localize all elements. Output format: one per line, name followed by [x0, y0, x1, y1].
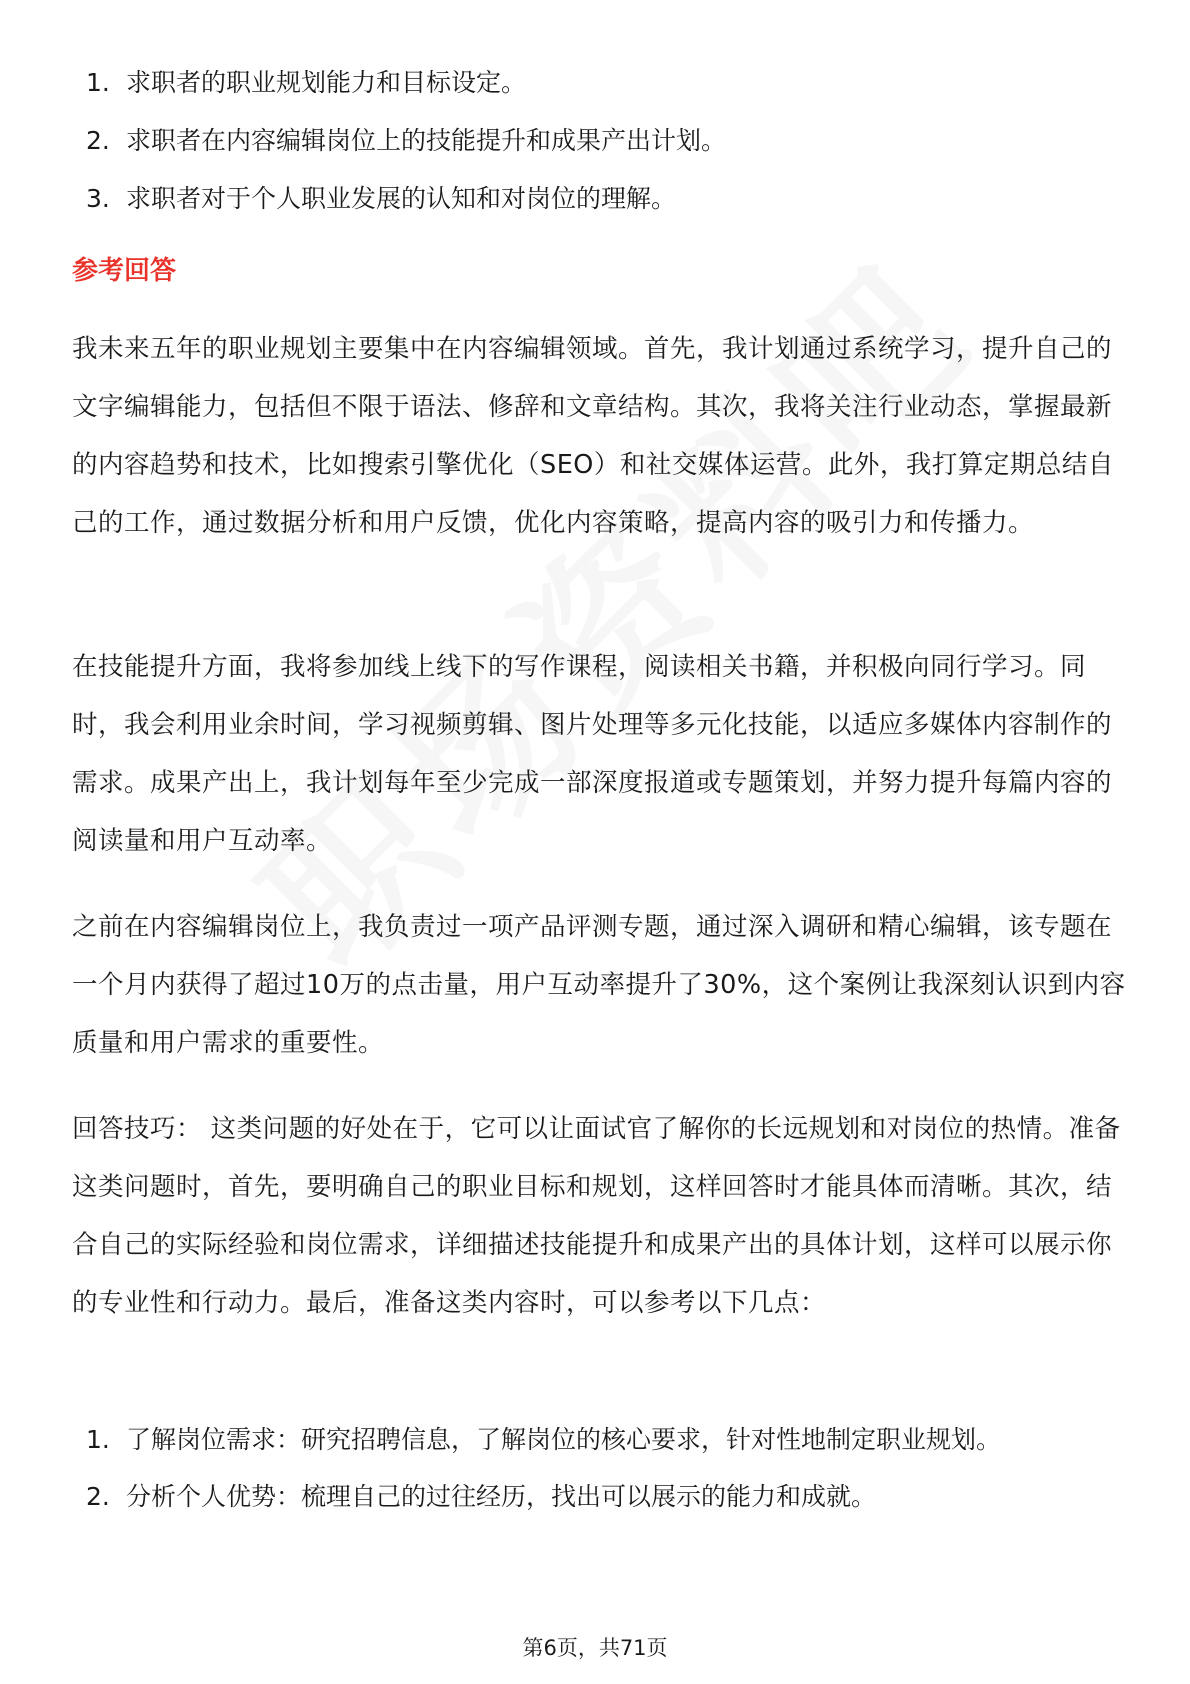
list-item: [72, 1468, 1132, 1526]
list-item: [72, 1412, 1132, 1468]
list-item: [72, 54, 1132, 112]
list-item-text: 求职者的职业规划能力和目标设定。: [126, 68, 527, 97]
list-item-text: 了解岗位需求：研究招聘信息，了解岗位的核心要求，针对性地制定职业规划。: [126, 1425, 1002, 1454]
list-number: 2.: [86, 1482, 110, 1511]
tips-paragraph: 回答技巧： 这类问题的好处在于，它可以让面试官了解你的长远规划和对岗位的热情。准备这类问题时，首先，要明确自己的职业目标和规划，这样回答时才能具体而清晰。其次，结合自己的实际经验和岗位需求，详细描述技能提升和成果产出的具体计划，这样可以展示你的专业性和行动力。最后，准备这类内容时，可以参考以下几点：: [72, 1114, 1121, 1318]
section-heading: 参考回答: [72, 256, 177, 286]
list-number: 3.: [86, 184, 110, 213]
list-item-text: 分析个人优势：梳理自己的过往经历，找出可以展示的能力和成就。: [126, 1482, 877, 1511]
page-number-footer: 第6页，共71页: [522, 1636, 668, 1660]
list-item-text: 求职者在内容编辑岗位上的技能提升和成果产出计划。: [126, 126, 727, 155]
list-number: 1.: [86, 68, 110, 97]
focus-points-list: [72, 54, 1132, 228]
answer-paragraph-1: 我未来五年的职业规划主要集中在内容编辑领域。首先，我计划通过系统学习，提升自己的文字编辑能力，包括但不限于语法、修辞和文章结构。其次，我将关注行业动态，掌握最新的内容趋势和技术，比如搜索引擎优化（SEO）和社交媒体运营。此外，我打算定期总结自己的工作，通过数据分析和用户反馈，优化内容策略，提高内容的吸引力和传播力。: [72, 334, 1114, 538]
answer-paragraph-2: 在技能提升方面，我将参加线上线下的写作课程，阅读相关书籍，并积极向同行学习。同时，我会利用业余时间，学习视频剪辑、图片处理等多元化技能，以适应多媒体内容制作的需求。成果产出上，我计划每年至少完成一部深度报道或专题策划，并努力提升每篇内容的阅读量和用户互动率。: [72, 652, 1113, 856]
preparation-list: [72, 1412, 1132, 1526]
list-item-text: 求职者对于个人职业发展的认知和对岗位的理解。: [126, 184, 677, 213]
list-number: 1.: [86, 1425, 110, 1454]
list-item: [72, 112, 1132, 170]
list-item: [72, 170, 1132, 228]
answer-paragraph-3: 之前在内容编辑岗位上，我负责过一项产品评测专题，通过深入调研和精心编辑，该专题在一个月内获得了超过10万的点击量，用户互动率提升了30%，这个案例让我深刻认识到内容质量和用户需求的重要性。: [72, 912, 1126, 1058]
list-number: 2.: [86, 126, 110, 155]
